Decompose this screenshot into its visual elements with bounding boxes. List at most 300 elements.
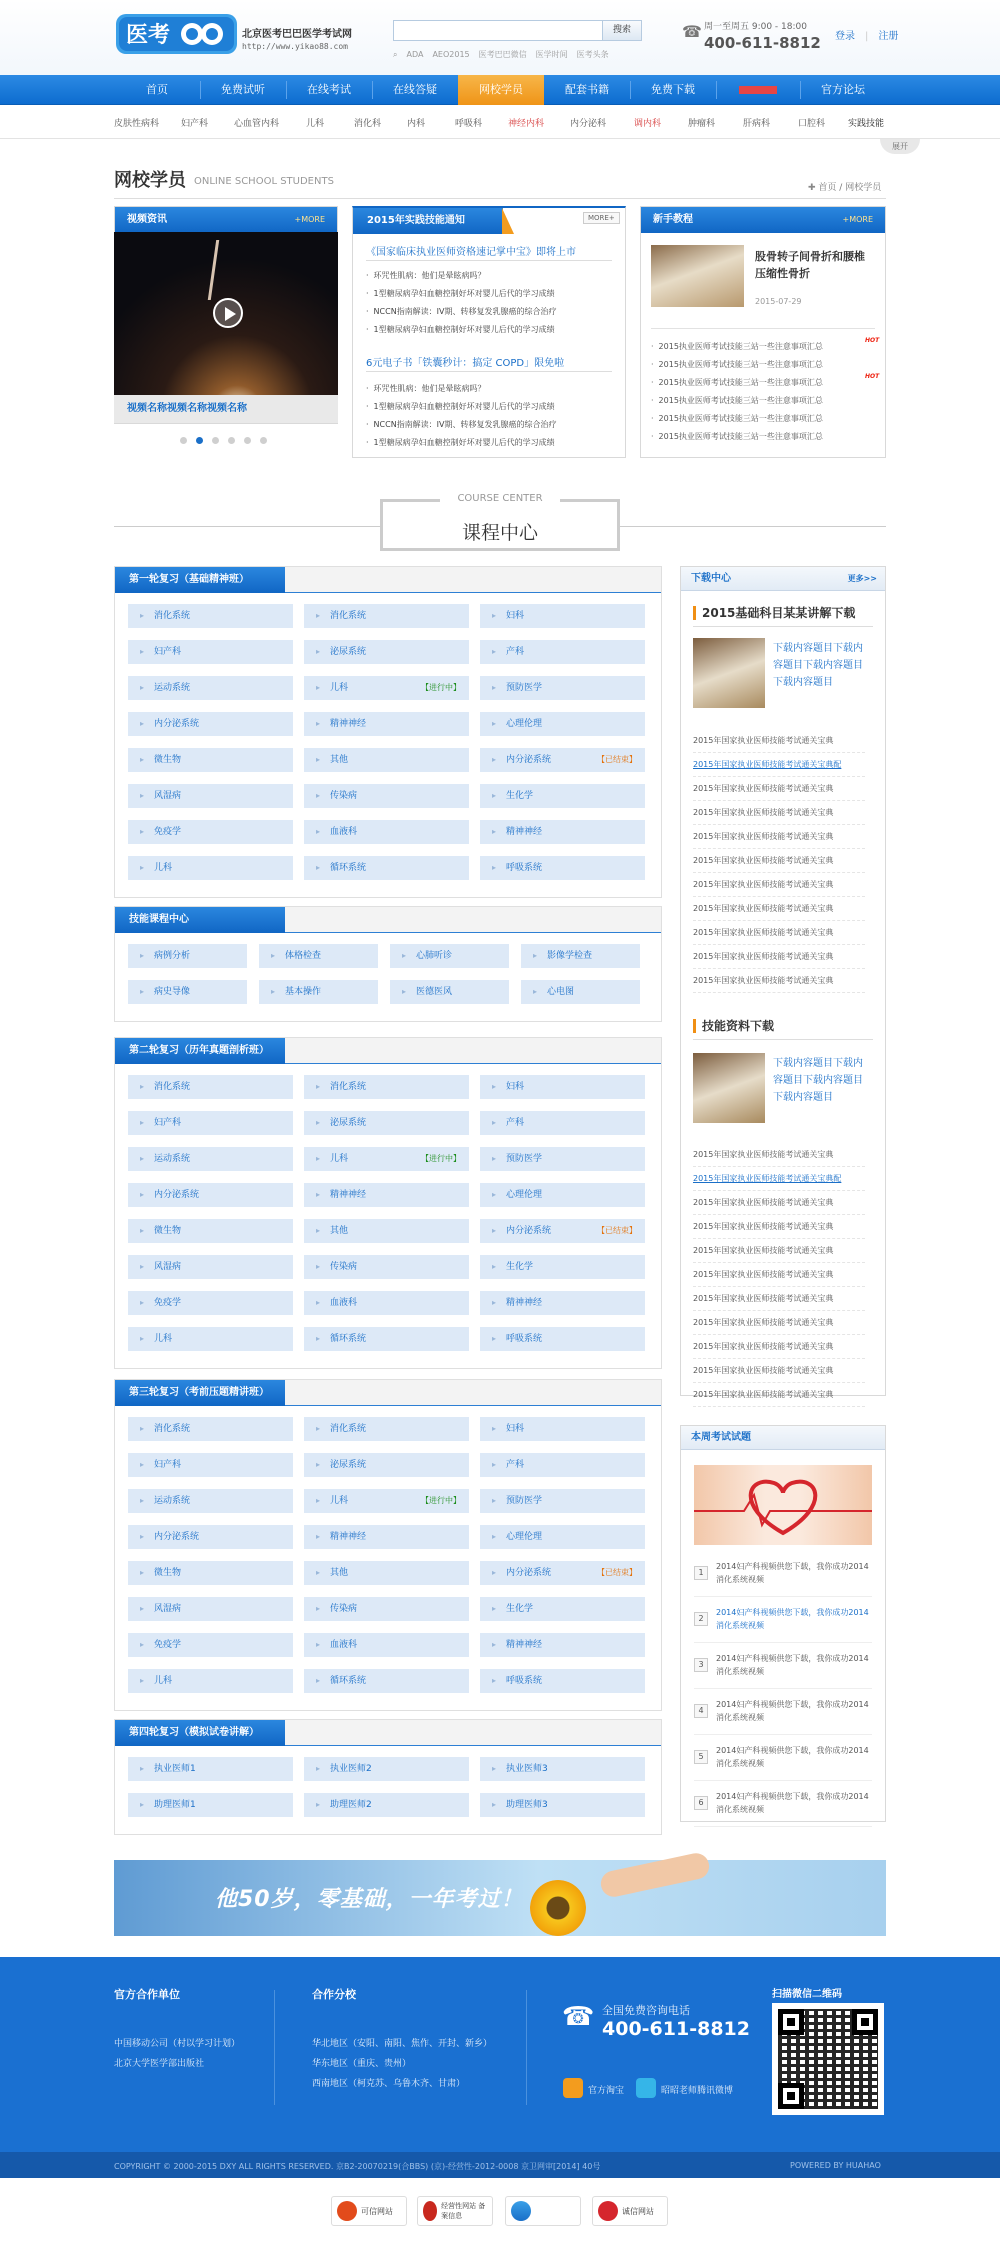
course-item[interactable]	[259, 980, 378, 1004]
more-link[interactable]: 更多>>	[847, 574, 877, 583]
course-item-label: 循环系统	[330, 863, 367, 873]
course-item[interactable]	[480, 604, 645, 628]
notice-item[interactable]: · NCCN指南解读：IV期、转移复发乳腺癌的综合治疗	[366, 306, 557, 317]
course-item[interactable]	[304, 1075, 469, 1099]
course-item-label: 心理伦理	[506, 1190, 543, 1200]
badge-icon	[511, 2201, 531, 2221]
weibo-link[interactable]: 昭昭老师腾讯微博	[661, 2086, 734, 2096]
course-item[interactable]	[304, 1327, 469, 1351]
course-item[interactable]	[128, 1147, 293, 1171]
category-link[interactable]: 调内科	[634, 119, 662, 129]
carousel-dot[interactable]	[228, 437, 235, 444]
course-item-label: 儿科	[154, 1334, 173, 1344]
nav-item[interactable]	[716, 75, 800, 105]
course-item[interactable]	[128, 1111, 293, 1135]
footer-branch[interactable]: 华北地区（安阳、南阳、焦作、开封、新乡）	[312, 2039, 493, 2049]
course-item[interactable]	[259, 944, 378, 968]
nav-item[interactable]: 在线考试	[307, 83, 351, 96]
course-item[interactable]	[480, 1453, 645, 1477]
category-link[interactable]: 儿科	[306, 119, 325, 129]
notice-header: 2015年实践技能通知	[353, 208, 503, 234]
course-item[interactable]	[480, 1075, 645, 1099]
trust-badge[interactable]: 可信网站	[331, 2196, 407, 2226]
course-item-label: 产科	[506, 1460, 525, 1470]
course-item[interactable]	[304, 1489, 469, 1513]
course-item[interactable]	[128, 944, 247, 968]
course-item-label: 妇产科	[154, 1460, 182, 1470]
download-item[interactable]: 2015年国家执业医师技能考试通关宝典	[693, 879, 865, 897]
sunflower-image	[530, 1880, 586, 1936]
course-item[interactable]	[480, 712, 645, 736]
tutorial-item[interactable]: · 2015执业医师考试技能三站一些注意事项汇总	[651, 395, 823, 406]
weekly-item[interactable]: 2014妇产科视频供您下载，我你成功2014消化系统视频	[716, 1746, 869, 1768]
course-item-label: 内分泌系统	[506, 755, 552, 765]
course-item[interactable]	[128, 1219, 293, 1243]
course-center-en: COURSE CENTER	[440, 493, 560, 504]
hotkey[interactable]: 医考头条	[576, 50, 609, 59]
status-badge-ongoing: 【进行中】	[421, 1496, 461, 1505]
weekly-item[interactable]: 2014妇产科视频供您下载，我你成功2014消化系统视频	[716, 1700, 869, 1722]
course-item[interactable]	[128, 1255, 293, 1279]
course-item[interactable]	[128, 640, 293, 664]
course-item-label: 妇产科	[154, 1118, 182, 1128]
footer-branch[interactable]: 西南地区（柯克苏、乌鲁木齐、甘肃）	[312, 2079, 466, 2089]
course-item[interactable]	[480, 1327, 645, 1351]
download-item[interactable]: 2015年国家执业医师技能考试通关宝典	[693, 1149, 865, 1167]
course-block-title: 技能课程中心	[115, 907, 285, 933]
category-link[interactable]: 消化科	[354, 119, 382, 129]
category-link[interactable]: 口腔科	[798, 119, 826, 129]
course-item[interactable]	[304, 1417, 469, 1441]
course-item-label: 助理医师2	[330, 1800, 372, 1810]
course-item[interactable]	[480, 1255, 645, 1279]
course-item-label: 消化系统	[330, 611, 367, 621]
course-item-label: 呼吸系统	[506, 1334, 543, 1344]
nav-item[interactable]: 配套书籍	[565, 83, 609, 96]
course-item[interactable]	[128, 1417, 293, 1441]
course-item-label: 心理伦理	[506, 719, 543, 729]
category-link[interactable]: 内分泌科	[570, 119, 607, 129]
course-item[interactable]	[304, 1669, 469, 1693]
course-item[interactable]	[128, 1075, 293, 1099]
course-item[interactable]	[128, 1327, 293, 1351]
course-item[interactable]	[480, 1489, 645, 1513]
course-item[interactable]	[480, 1291, 645, 1315]
download-item[interactable]: 2015年国家执业医师技能考试通关宝典	[693, 1221, 865, 1239]
trust-badge[interactable]: 诚信网站	[592, 2196, 668, 2226]
course-item[interactable]	[521, 944, 640, 968]
course-item[interactable]	[304, 604, 469, 628]
download-item[interactable]: 2015年国家执业医师技能考试通关宝典	[693, 1365, 865, 1383]
weekly-item[interactable]: 2014妇产科视频供您下载，我你成功2014消化系统视频	[716, 1608, 869, 1630]
site-url: http://www.yikao88.com	[242, 42, 348, 51]
course-item-label: 精神神经	[330, 719, 367, 729]
course-item-label: 儿科	[330, 1496, 349, 1506]
course-item-label: 儿科	[154, 863, 173, 873]
notice-item[interactable]: · 环咒性肌病：他们是晕眩病吗？	[366, 383, 486, 394]
category-link[interactable]: 心血管内科	[234, 119, 280, 129]
download-thumbnail[interactable]	[693, 638, 765, 708]
footer-partners-title: 官方合作单位	[114, 1988, 180, 2001]
carousel-dot-active[interactable]	[196, 437, 203, 444]
course-item-label: 儿科	[154, 1676, 173, 1686]
banner-text: 他50岁，零基础，一年考过！	[215, 1887, 524, 1912]
course-item[interactable]	[128, 1525, 293, 1549]
course-item[interactable]	[304, 1793, 469, 1817]
tutorial-item[interactable]: · 2015执业医师考试技能三站一些注意事项汇总	[651, 431, 823, 442]
course-item[interactable]	[480, 1219, 645, 1243]
course-item-label: 精神神经	[506, 1640, 543, 1650]
weekly-number: 5	[694, 1750, 708, 1764]
tutorial-item[interactable]: · 2015执业医师考试技能三站一些注意事项汇总	[651, 359, 823, 370]
download-item[interactable]: 2015年国家执业医师技能考试通关宝典	[693, 975, 865, 993]
course-block-title: 第一轮复习（基础精神班）	[115, 567, 285, 593]
hotkey[interactable]: 医考巴巴微信	[478, 50, 527, 59]
footer-partner[interactable]: 中国移动公司（村以学习计划）	[114, 2039, 241, 2049]
footer-branches-title: 合作分校	[312, 1988, 356, 2001]
badge-icon	[598, 2201, 618, 2221]
course-item[interactable]	[304, 1255, 469, 1279]
course-item-label: 运动系统	[154, 1154, 191, 1164]
course-item[interactable]	[304, 1597, 469, 1621]
course-item[interactable]	[304, 1525, 469, 1549]
course-item-label: 产科	[506, 1118, 525, 1128]
course-item-label: 免疫学	[154, 1640, 182, 1650]
download-description[interactable]: 下载内容题目下载内容题目下载内容题目下载内容题目	[773, 643, 863, 688]
course-item[interactable]	[128, 748, 293, 772]
expand-button[interactable]: 展开	[880, 139, 920, 154]
nav-item-active[interactable]: 网校学员	[458, 75, 544, 105]
course-item[interactable]	[304, 1111, 469, 1135]
course-item[interactable]	[304, 820, 469, 844]
course-item[interactable]	[480, 1757, 645, 1781]
more-link[interactable]: MORE+	[583, 212, 620, 224]
tutorial-feature-title[interactable]: 股骨转子间骨折和腰椎压缩性骨折	[755, 250, 865, 280]
home-icon: ✚	[808, 183, 819, 193]
course-item[interactable]	[304, 676, 469, 700]
course-item[interactable]	[128, 1489, 293, 1513]
page-title: 网校学员	[114, 170, 186, 191]
badge-icon	[423, 2201, 437, 2221]
course-item[interactable]	[304, 1757, 469, 1781]
course-item-label: 影像学检查	[547, 951, 593, 961]
weekly-number: 2	[694, 1612, 708, 1626]
footer-phone: 400-611-8812	[602, 2018, 750, 2040]
svg-text:医考: 医考	[126, 23, 171, 48]
course-item[interactable]	[128, 604, 293, 628]
divider	[694, 1780, 872, 1781]
category-link[interactable]: 内科	[407, 119, 426, 129]
course-item-label: 精神神经	[506, 1298, 543, 1308]
download-item[interactable]: 2015年国家执业医师技能考试通关宝典	[693, 1269, 865, 1287]
download-item[interactable]: 2015年国家执业医师技能考试通关宝典	[693, 807, 865, 825]
category-link[interactable]: 呼吸科	[455, 119, 483, 129]
course-item[interactable]	[128, 1793, 293, 1817]
breadcrumb: ✚ 首页 / 网校学员	[808, 183, 882, 193]
notice-link[interactable]: 6元电子书「铁囊秒计：搞定 COPD」限免啦	[366, 358, 565, 369]
play-icon[interactable]	[213, 298, 243, 328]
course-item[interactable]	[480, 1147, 645, 1171]
weekly-item[interactable]: 2014妇产科视频供您下载，我你成功2014消化系统视频	[716, 1654, 869, 1676]
download-item[interactable]: 2015年国家执业医师技能考试通关宝典	[693, 1317, 865, 1335]
nav-item[interactable]: 免费试听	[221, 83, 265, 96]
course-item-label: 血液科	[330, 1298, 358, 1308]
category-link[interactable]: 肝病科	[743, 119, 771, 129]
hotkey[interactable]: 医学时间	[535, 50, 568, 59]
course-item[interactable]	[304, 1561, 469, 1585]
tutorial-item[interactable]: · 2015执业医师考试技能三站一些注意事项汇总	[651, 413, 823, 424]
download-item[interactable]: 2015年国家执业医师技能考试通关宝典	[693, 831, 865, 849]
course-item-label: 风湿病	[154, 1262, 182, 1272]
course-item-label: 产科	[506, 647, 525, 657]
course-item-label: 内分泌系统	[154, 1532, 200, 1542]
course-item-label: 消化系统	[154, 1082, 191, 1092]
download-item[interactable]: 2015年国家执业医师技能考试通关宝典	[693, 1389, 865, 1407]
copyright: COPYRIGHT © 2000-2015 DXY ALL RIGHTS RESERVED. 京B2-20070219(合BBS) (京)-经营性-2012-0008 京卫网审[2014] 40号	[114, 2162, 601, 2171]
weekly-number: 1	[694, 1566, 708, 1580]
breadcrumb-home[interactable]: 首页	[818, 183, 837, 193]
course-item-label: 风湿病	[154, 791, 182, 801]
course-item-label: 内分泌系统	[506, 1226, 552, 1236]
course-item-label: 风湿病	[154, 1604, 182, 1614]
course-item[interactable]	[128, 1453, 293, 1477]
status-badge-ended: 【已结束】	[597, 1568, 637, 1577]
course-block-title: 第二轮复习（历年真题剖析班）	[115, 1038, 285, 1064]
course-item[interactable]	[480, 1417, 645, 1441]
download-item[interactable]: 2015年国家执业医师技能考试通关宝典配	[693, 759, 865, 777]
download-thumbnail[interactable]	[693, 1053, 765, 1123]
weekly-image[interactable]	[694, 1465, 872, 1545]
download-description[interactable]: 下载内容题目下载内容题目下载内容题目下载内容题目	[773, 1058, 863, 1103]
course-item-label: 传染病	[330, 791, 358, 801]
divider	[114, 198, 886, 199]
course-item[interactable]	[304, 1453, 469, 1477]
notice-item[interactable]: · 1型糖尿病孕妇血糖控制好坏对婴儿后代的学习成绩	[366, 288, 555, 299]
notice-item[interactable]: · 1型糖尿病孕妇血糖控制好坏对婴儿后代的学习成绩	[366, 401, 555, 412]
weibo-icon[interactable]	[636, 2078, 656, 2098]
weekly-number: 6	[694, 1796, 708, 1810]
category-link[interactable]: 实践技能	[848, 119, 885, 129]
download-section-title: 技能资料下载	[693, 1019, 774, 1033]
download-item[interactable]: 2015年国家执业医师技能考试通关宝典配	[693, 1173, 865, 1191]
course-item[interactable]	[480, 1183, 645, 1207]
taobao-link[interactable]: 官方淘宝	[588, 2086, 625, 2096]
trust-badge[interactable]	[505, 2196, 581, 2226]
course-item-label: 内分泌系统	[154, 719, 200, 729]
course-item-label: 传染病	[330, 1604, 358, 1614]
notice-item[interactable]: · NCCN指南解读：IV期、转移复发乳腺癌的综合治疗	[366, 419, 557, 430]
course-item-label: 微生物	[154, 755, 182, 765]
course-item[interactable]	[390, 944, 509, 968]
carousel-dot[interactable]	[260, 437, 267, 444]
hotline-hours: 周一至周五 9:00 - 18:00	[704, 22, 807, 32]
tutorial-item[interactable]: · 2015执业医师考试技能三站一些注意事项汇总	[651, 341, 823, 352]
download-item[interactable]: 2015年国家执业医师技能考试通关宝典	[693, 735, 865, 753]
download-item[interactable]: 2015年国家执业医师技能考试通关宝典	[693, 1341, 865, 1359]
search-icon: ⌕	[393, 50, 398, 59]
course-item[interactable]	[480, 1597, 645, 1621]
course-item[interactable]	[128, 1669, 293, 1693]
course-item[interactable]	[128, 1561, 293, 1585]
course-item-label: 免疫学	[154, 827, 182, 837]
site-logo[interactable]	[114, 8, 239, 60]
course-item[interactable]	[521, 980, 640, 1004]
course-item[interactable]	[304, 1183, 469, 1207]
status-badge-ended: 【已结束】	[597, 755, 637, 764]
carousel-dot[interactable]	[212, 437, 219, 444]
course-item[interactable]	[480, 640, 645, 664]
course-item-label: 执业医师3	[506, 1764, 548, 1774]
weekly-number: 4	[694, 1704, 708, 1718]
weekly-item[interactable]: 2014妇产科视频供您下载，我你成功2014消化系统视频	[716, 1562, 869, 1584]
headset-icon: ☎	[682, 22, 702, 41]
course-item-label: 免疫学	[154, 1298, 182, 1308]
search-input[interactable]	[393, 20, 603, 41]
download-item[interactable]: 2015年国家执业医师技能考试通关宝典	[693, 927, 865, 945]
course-item-label: 泌尿系统	[330, 647, 367, 657]
course-item[interactable]	[480, 1111, 645, 1135]
nav-item[interactable]: 免费下载	[651, 83, 695, 96]
course-item[interactable]	[128, 712, 293, 736]
course-item-label: 消化系统	[154, 611, 191, 621]
tutorial-date: 2015-07-29	[755, 297, 802, 306]
category-link[interactable]: 皮肤性病科	[114, 119, 160, 129]
course-item-label: 呼吸系统	[506, 1676, 543, 1686]
course-item[interactable]	[304, 1291, 469, 1315]
search-button[interactable]: 搜索	[603, 20, 642, 41]
course-item-label: 泌尿系统	[330, 1118, 367, 1128]
download-item[interactable]: 2015年国家执业医师技能考试通关宝典	[693, 1197, 865, 1215]
course-item-label: 妇产科	[154, 647, 182, 657]
download-section-title: 2015基础科目某某讲解下载	[693, 606, 855, 620]
login-link[interactable]: 登录	[835, 31, 855, 42]
download-item[interactable]: 2015年国家执业医师技能考试通关宝典	[693, 783, 865, 801]
course-item[interactable]	[480, 1669, 645, 1693]
notice-item[interactable]: · 1型糖尿病孕妇血糖控制好坏对婴儿后代的学习成绩	[366, 324, 555, 335]
more-link[interactable]: +MORE	[842, 215, 873, 224]
hotkey[interactable]: AEO2015	[432, 50, 470, 59]
divider	[694, 1734, 872, 1735]
carousel-dot[interactable]	[244, 437, 251, 444]
course-item-label: 生化学	[506, 791, 534, 801]
course-item[interactable]	[304, 748, 469, 772]
divider	[694, 1688, 872, 1689]
download-item[interactable]: 2015年国家执业医师技能考试通关宝典	[693, 951, 865, 969]
category-link[interactable]: 神经内科	[508, 119, 545, 129]
footer-phone-label: 全国免费咨询电话	[602, 2004, 690, 2017]
course-item-label: 血液科	[330, 1640, 358, 1650]
nav-item[interactable]: 首页	[146, 83, 168, 96]
course-item-label: 执业医师2	[330, 1764, 372, 1774]
course-item-label: 妇科	[506, 1082, 525, 1092]
course-item[interactable]	[480, 820, 645, 844]
course-item[interactable]	[304, 1219, 469, 1243]
powered-by: POWERED BY HUAHAO	[790, 2161, 881, 2170]
more-link[interactable]: +MORE	[294, 215, 325, 224]
carousel-dots[interactable]	[180, 436, 276, 447]
course-item-label: 心电图	[547, 987, 575, 997]
nav-item[interactable]: 官方论坛	[821, 83, 865, 96]
course-item[interactable]	[128, 820, 293, 844]
register-link[interactable]: 注册	[878, 31, 899, 42]
tutorial-image[interactable]	[651, 245, 744, 307]
footer-partner[interactable]: 北京大学医学部出版社	[114, 2059, 205, 2069]
course-item-label: 消化系统	[154, 1424, 191, 1434]
course-item[interactable]	[128, 1633, 293, 1657]
course-item[interactable]	[480, 1525, 645, 1549]
course-item-label: 运动系统	[154, 683, 191, 693]
course-item[interactable]	[128, 1597, 293, 1621]
carousel-dot[interactable]	[180, 437, 187, 444]
download-item[interactable]: 2015年国家执业医师技能考试通关宝典	[693, 1245, 865, 1263]
course-item-label: 医德医风	[416, 987, 453, 997]
course-item[interactable]	[304, 856, 469, 880]
course-item-label: 内分泌系统	[154, 1190, 200, 1200]
badge-icon	[337, 2201, 357, 2221]
course-item-label: 精神神经	[330, 1190, 367, 1200]
course-item-label: 微生物	[154, 1568, 182, 1578]
course-item[interactable]	[304, 1633, 469, 1657]
course-item[interactable]	[480, 1793, 645, 1817]
nav-item[interactable]: 在线答疑	[393, 83, 437, 96]
course-item[interactable]	[128, 1291, 293, 1315]
hotline	[682, 19, 832, 52]
weekly-item[interactable]: 2014妇产科视频供您下载，我你成功2014消化系统视频	[716, 1792, 869, 1814]
category-link[interactable]: 肿瘤科	[688, 119, 716, 129]
trust-badge[interactable]: 经营性网站 备案信息	[417, 2196, 493, 2226]
course-item[interactable]	[480, 676, 645, 700]
notice-link[interactable]: 《国家临床执业医师资格速记掌中宝》即将上市	[366, 247, 576, 258]
course-item[interactable]	[128, 676, 293, 700]
course-item-label: 循环系统	[330, 1334, 367, 1344]
course-item[interactable]	[304, 640, 469, 664]
footer-branch[interactable]: 华东地区（重庆、贵州）	[312, 2059, 412, 2069]
course-item[interactable]	[128, 1183, 293, 1207]
course-item[interactable]	[480, 856, 645, 880]
course-item-label: 心肺听诊	[416, 951, 453, 961]
hotkey[interactable]: ADA	[406, 50, 424, 59]
course-item[interactable]	[304, 1147, 469, 1171]
download-item[interactable]: 2015年国家执业医师技能考试通关宝典	[693, 1293, 865, 1311]
course-item-label: 妇科	[506, 611, 525, 621]
notice-item[interactable]: · 环咒性肌病：他们是晕眩病吗？	[366, 270, 486, 281]
course-item-label: 执业医师1	[154, 1764, 196, 1774]
course-item-label: 心理伦理	[506, 1532, 543, 1542]
download-item[interactable]: 2015年国家执业医师技能考试通关宝典	[693, 855, 865, 873]
course-item-label: 其他	[330, 755, 349, 765]
site-name: 北京医考巴巴医学考试网	[242, 29, 352, 40]
course-item[interactable]	[128, 1757, 293, 1781]
course-item[interactable]	[480, 784, 645, 808]
course-item[interactable]	[304, 712, 469, 736]
course-item[interactable]	[128, 856, 293, 880]
video-caption[interactable]: 视频名称视频名称视频名称	[114, 395, 338, 423]
tutorial-item[interactable]: · 2015执业医师考试技能三站一些注意事项汇总	[651, 377, 823, 388]
course-item[interactable]	[128, 980, 247, 1004]
course-item[interactable]	[480, 1561, 645, 1585]
taobao-icon[interactable]	[563, 2078, 583, 2098]
course-item[interactable]	[304, 784, 469, 808]
course-item[interactable]	[480, 1633, 645, 1657]
course-item[interactable]	[128, 784, 293, 808]
course-item[interactable]	[480, 748, 645, 772]
course-item-label: 呼吸系统	[506, 863, 543, 873]
notice-item[interactable]: · 1型糖尿病孕妇血糖控制好坏对婴儿后代的学习成绩	[366, 437, 555, 448]
category-link[interactable]: 妇产科	[181, 119, 209, 129]
course-item[interactable]	[390, 980, 509, 1004]
qr-code	[772, 2003, 884, 2115]
download-item[interactable]: 2015年国家执业医师技能考试通关宝典	[693, 903, 865, 921]
